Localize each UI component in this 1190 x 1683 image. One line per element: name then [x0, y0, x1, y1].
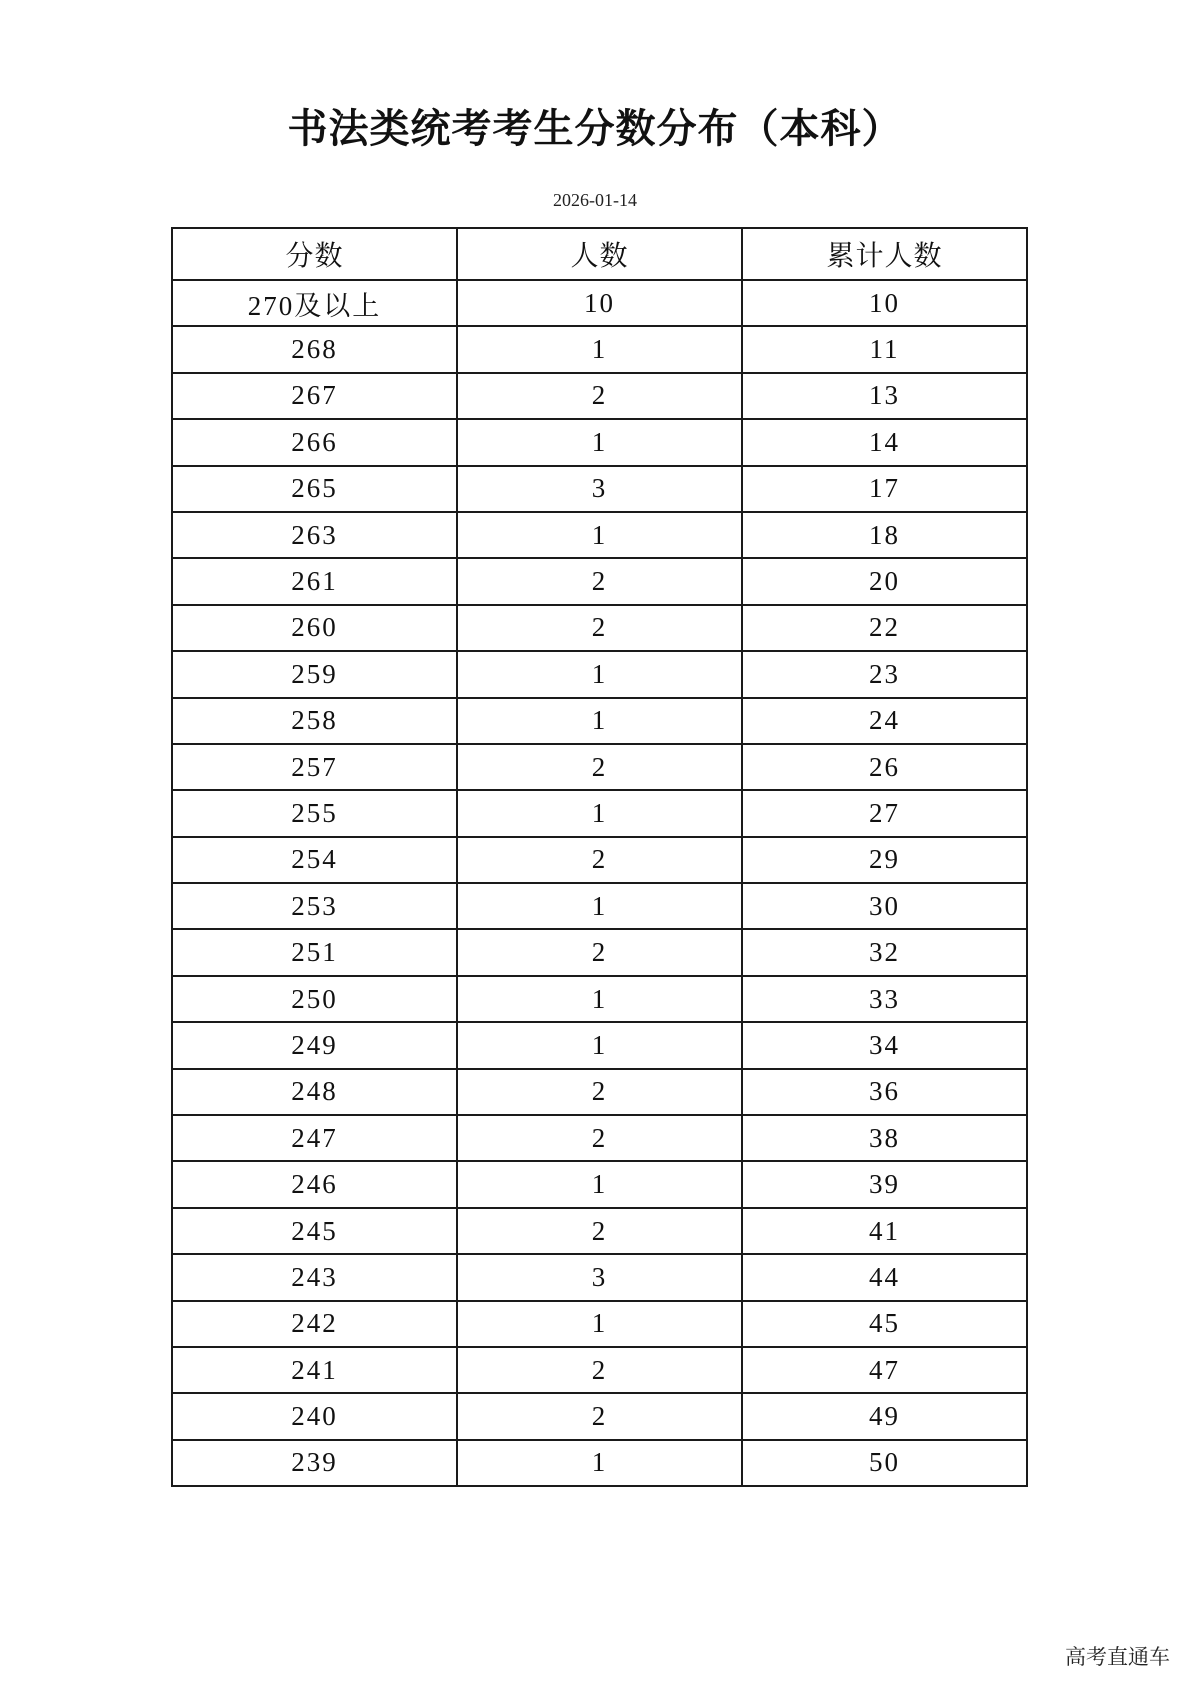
score-cell: 263 — [172, 512, 457, 558]
count-cell: 1 — [457, 1440, 742, 1486]
score-cell: 261 — [172, 558, 457, 604]
score-cell: 243 — [172, 1254, 457, 1300]
cumulative-cell: 34 — [742, 1022, 1027, 1068]
score-cell: 241 — [172, 1347, 457, 1393]
count-cell: 1 — [457, 976, 742, 1022]
score-cell: 240 — [172, 1393, 457, 1439]
table-row — [172, 373, 1027, 419]
cumulative-cell: 39 — [742, 1161, 1027, 1207]
score-cell: 259 — [172, 651, 457, 697]
cumulative-cell: 23 — [742, 651, 1027, 697]
cumulative-cell: 32 — [742, 929, 1027, 975]
table-header-row — [172, 228, 1027, 280]
score-distribution-table-container — [171, 227, 1028, 1487]
count-cell: 2 — [457, 558, 742, 604]
score-cell: 242 — [172, 1301, 457, 1347]
score-cell: 268 — [172, 326, 457, 372]
cumulative-cell: 44 — [742, 1254, 1027, 1300]
cumulative-cell: 45 — [742, 1301, 1027, 1347]
count-cell: 2 — [457, 1069, 742, 1115]
cumulative-cell: 27 — [742, 790, 1027, 836]
cumulative-cell: 24 — [742, 698, 1027, 744]
table-row — [172, 883, 1027, 929]
count-cell: 3 — [457, 466, 742, 512]
table-row — [172, 651, 1027, 697]
table-row — [172, 698, 1027, 744]
score-cell: 258 — [172, 698, 457, 744]
count-cell: 10 — [457, 280, 742, 326]
cumulative-cell: 14 — [742, 419, 1027, 465]
count-cell: 1 — [457, 790, 742, 836]
table-row — [172, 790, 1027, 836]
count-cell: 2 — [457, 744, 742, 790]
score-cell: 251 — [172, 929, 457, 975]
count-cell: 3 — [457, 1254, 742, 1300]
score-cell: 250 — [172, 976, 457, 1022]
count-cell: 2 — [457, 1208, 742, 1254]
cumulative-cell: 18 — [742, 512, 1027, 558]
table-row — [172, 280, 1027, 326]
score-cell: 245 — [172, 1208, 457, 1254]
header-count: 人数 — [457, 228, 742, 280]
score-cell: 265 — [172, 466, 457, 512]
count-cell: 1 — [457, 883, 742, 929]
cumulative-cell: 20 — [742, 558, 1027, 604]
table-row — [172, 326, 1027, 372]
table-row — [172, 744, 1027, 790]
table-row — [172, 1208, 1027, 1254]
table-row — [172, 419, 1027, 465]
table-row — [172, 1393, 1027, 1439]
count-cell: 1 — [457, 326, 742, 372]
table-row — [172, 1069, 1027, 1115]
count-cell: 1 — [457, 419, 742, 465]
score-cell: 255 — [172, 790, 457, 836]
table-row — [172, 1115, 1027, 1161]
cumulative-cell: 13 — [742, 373, 1027, 419]
count-cell: 2 — [457, 1347, 742, 1393]
cumulative-cell: 33 — [742, 976, 1027, 1022]
table-row — [172, 1022, 1027, 1068]
score-cell: 253 — [172, 883, 457, 929]
count-cell: 1 — [457, 651, 742, 697]
cumulative-cell: 10 — [742, 280, 1027, 326]
cumulative-cell: 47 — [742, 1347, 1027, 1393]
score-cell: 246 — [172, 1161, 457, 1207]
count-cell: 2 — [457, 1115, 742, 1161]
cumulative-cell: 50 — [742, 1440, 1027, 1486]
cumulative-cell: 36 — [742, 1069, 1027, 1115]
score-cell: 254 — [172, 837, 457, 883]
table-row — [172, 976, 1027, 1022]
table-row — [172, 1161, 1027, 1207]
cumulative-cell: 11 — [742, 326, 1027, 372]
count-cell: 1 — [457, 1161, 742, 1207]
cumulative-cell: 41 — [742, 1208, 1027, 1254]
count-cell: 1 — [457, 1022, 742, 1068]
count-cell: 2 — [457, 929, 742, 975]
table-row — [172, 512, 1027, 558]
table-body — [172, 280, 1027, 1486]
score-cell: 248 — [172, 1069, 457, 1115]
count-cell: 1 — [457, 698, 742, 744]
score-cell: 270及以上 — [172, 280, 457, 326]
cumulative-cell: 30 — [742, 883, 1027, 929]
score-cell: 267 — [172, 373, 457, 419]
count-cell: 2 — [457, 1393, 742, 1439]
score-cell: 257 — [172, 744, 457, 790]
score-distribution-table — [171, 227, 1028, 1487]
count-cell: 1 — [457, 1301, 742, 1347]
count-cell: 2 — [457, 373, 742, 419]
table-row — [172, 466, 1027, 512]
table-row — [172, 1301, 1027, 1347]
cumulative-cell: 49 — [742, 1393, 1027, 1439]
table-row — [172, 605, 1027, 651]
cumulative-cell: 29 — [742, 837, 1027, 883]
header-score: 分数 — [172, 228, 457, 280]
count-cell: 2 — [457, 605, 742, 651]
watermark: 高考直通车 — [1065, 1645, 1170, 1669]
header-cumulative: 累计人数 — [742, 228, 1027, 280]
score-cell: 239 — [172, 1440, 457, 1486]
score-cell: 247 — [172, 1115, 457, 1161]
page-title: 书法类统考考生分数分布（本科） — [287, 105, 903, 152]
score-cell: 266 — [172, 419, 457, 465]
table-row — [172, 558, 1027, 604]
score-cell: 249 — [172, 1022, 457, 1068]
count-cell: 1 — [457, 512, 742, 558]
publish-date: 2026-01-14 — [553, 190, 637, 210]
count-cell: 2 — [457, 837, 742, 883]
cumulative-cell: 17 — [742, 466, 1027, 512]
table-row — [172, 1347, 1027, 1393]
table-row — [172, 837, 1027, 883]
table-row — [172, 929, 1027, 975]
table-row — [172, 1254, 1027, 1300]
score-cell: 260 — [172, 605, 457, 651]
cumulative-cell: 38 — [742, 1115, 1027, 1161]
cumulative-cell: 22 — [742, 605, 1027, 651]
table-row — [172, 1440, 1027, 1486]
cumulative-cell: 26 — [742, 744, 1027, 790]
